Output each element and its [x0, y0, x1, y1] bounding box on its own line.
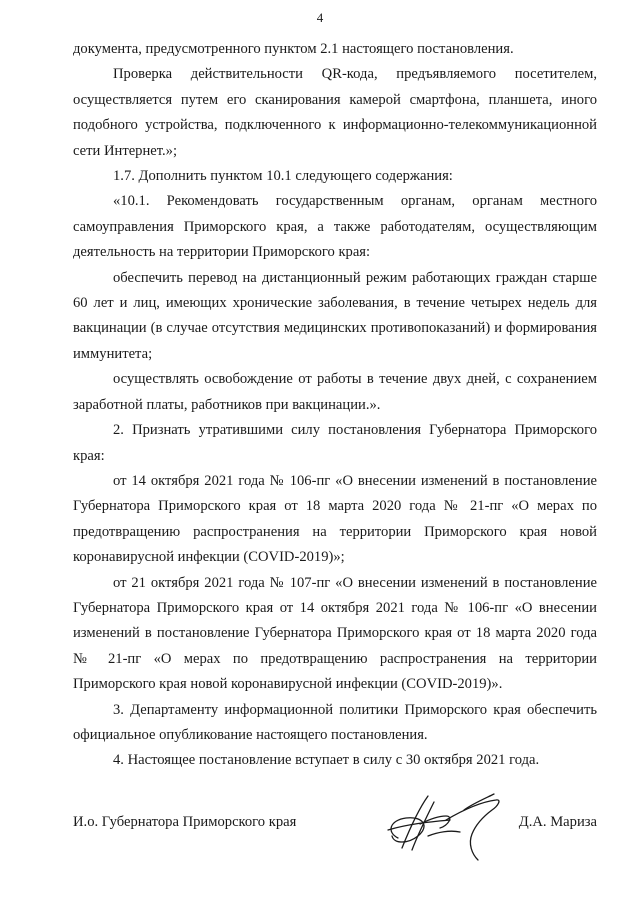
paragraph-2: Проверка действительности QR-кода, предъявляемого посетителем, осуществляется путем его сканирования камерой смартфона, планшета, иного подобного устройства, подключенного к информационно-телекоммуникационной сети Интернет.»;	[73, 66, 597, 159]
paragraph-7: 2. Признать утратившими силу постановления Губернатора Приморского края:	[73, 422, 597, 464]
page-number: 4	[316, 10, 324, 25]
paragraph-6: осуществлять освобождение от работы в течение двух дней, с сохранением заработной платы, работников при вакцинации.».	[73, 371, 597, 413]
signatory-title: И.о. Губернатора Приморского края	[73, 814, 297, 830]
paragraph-9: от 21 октября 2021 года № 107-пг «О внесении изменений в постановление Губернатора Приморского края от 14 октября 2021 года № 106-пг «О внесении изменений в постановление Губернатора Приморского края от 18 марта 2020 года № 21-пг «О мерах по предотвращению распространения на территории Приморского края новой коронавирусной инфекции (COVID-2019)».	[73, 574, 597, 693]
handwritten-signature	[368, 780, 528, 876]
paragraph-3: 1.7. Дополнить пунктом 10.1 следующего содержания:	[113, 168, 453, 185]
signatory-name: Д.А. Мариза	[518, 814, 597, 830]
document-body	[73, 37, 597, 774]
paragraph-8: от 14 октября 2021 года № 106-пг «О внесении изменений в постановление Губернатора Приморского края от 18 марта 2020 года № 21-пг «О мерах по предотвращению распространения на территории Приморского края новой коронавирусной инфекции (COVID-2019)»;	[73, 472, 597, 566]
paragraph-11: 4. Настоящее постановление вступает в силу с 30 октября 2021 года.	[113, 752, 540, 769]
paragraph-1: документа, предусмотренного пунктом 2.1 настоящего постановления.	[73, 41, 514, 57]
paragraph-5: обеспечить перевод на дистанционный режим работающих граждан старше 60 лет и лиц, имеющих хронические заболевания, в течение четырех недель для вакцинации (в случае отсутствия медицинских противопоказаний) и формирования иммунитета;	[73, 269, 597, 362]
signature-block	[73, 814, 597, 844]
paragraph-4: «10.1. Рекомендовать государственным органам, органам местного самоуправления Приморского края, а также работодателям, осуществляющим деятельность на территории Приморского края:	[73, 193, 597, 261]
paragraph-10: 3. Департаменту информационной политики Приморского края обеспечить официальное опубликование настоящего постановления.	[73, 701, 597, 743]
